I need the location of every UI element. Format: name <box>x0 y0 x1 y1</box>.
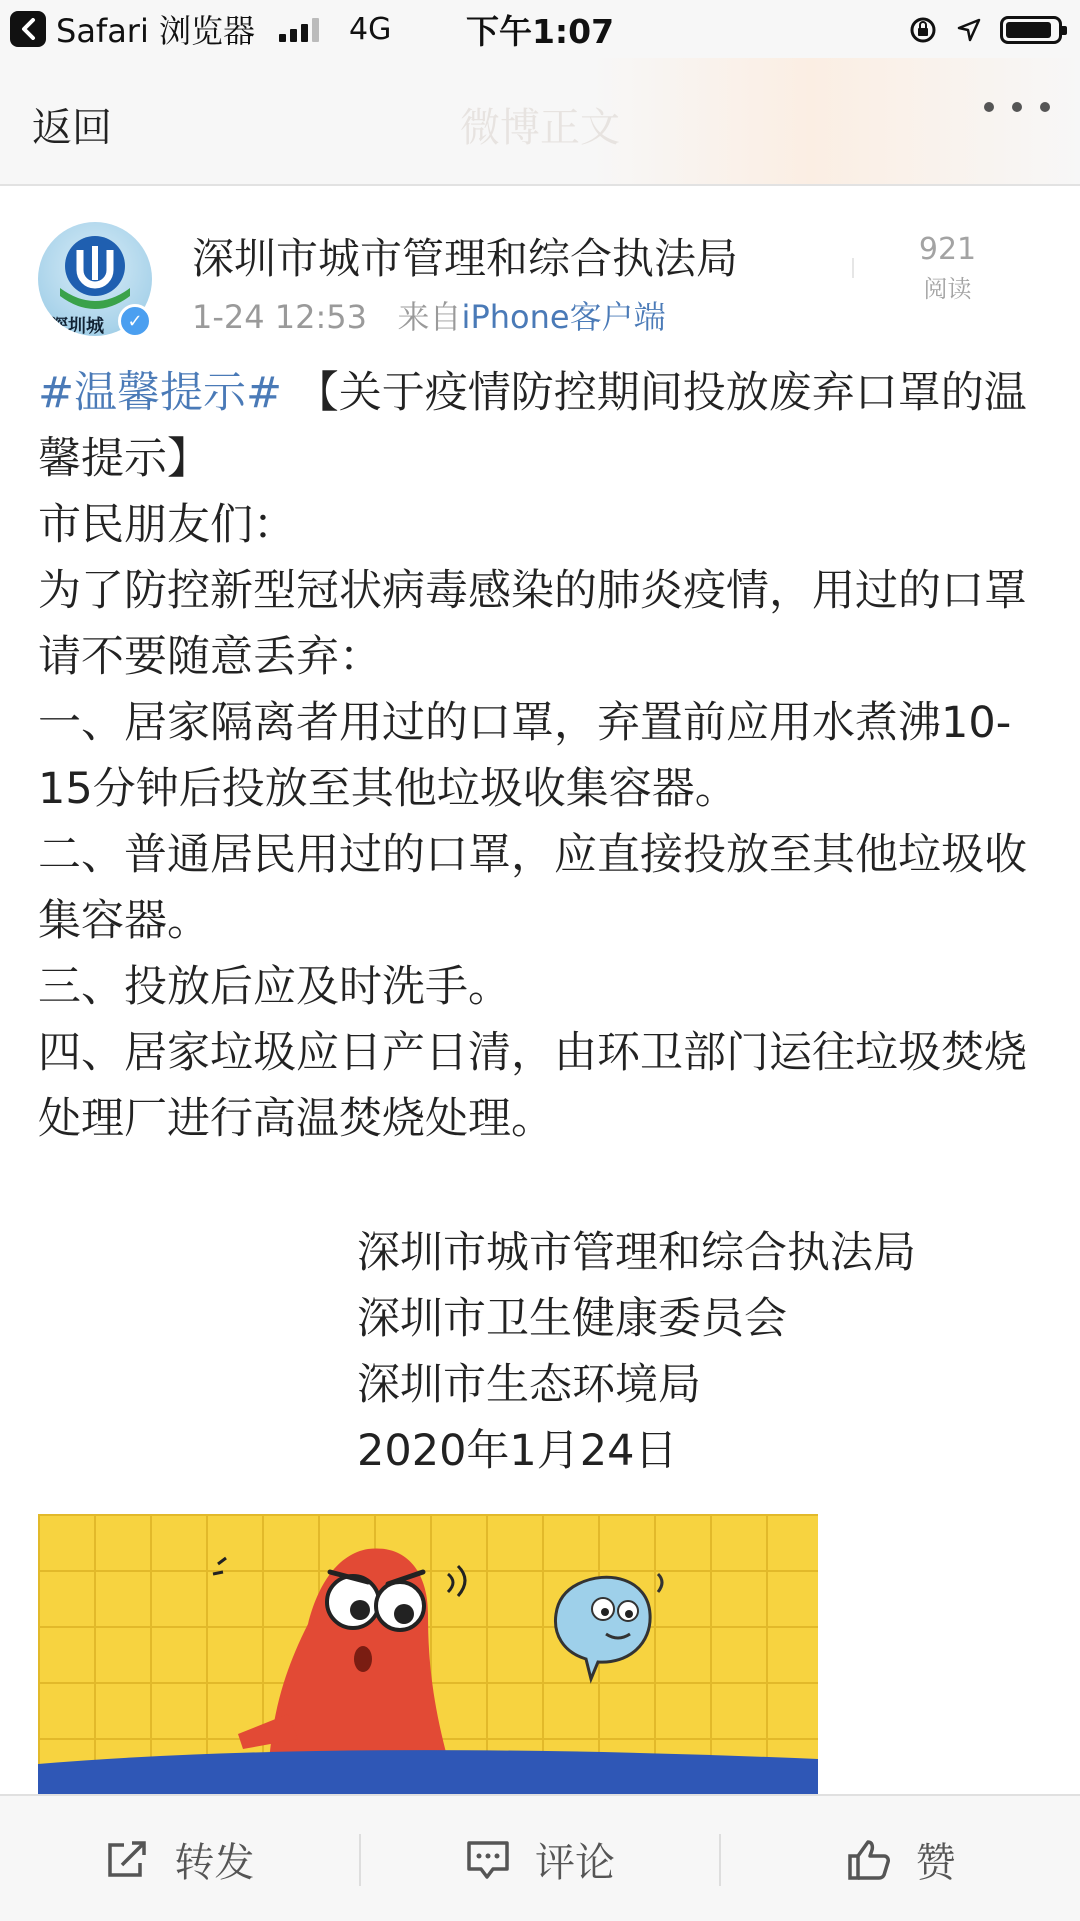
repost-label: 转发 <box>174 1840 255 1886</box>
network-type: 4G <box>349 11 392 47</box>
thumbs-up-icon <box>846 1838 892 1882</box>
share-icon <box>104 1839 150 1881</box>
read-count-number: 921 <box>918 232 977 267</box>
comment-button[interactable] <box>361 1796 720 1921</box>
body-item-3: 三、投放后应及时洗手。 <box>38 962 511 1012</box>
read-count <box>900 232 995 304</box>
body-item-2: 二、普通居民用过的口罩，应直接投放至其他垃圾收集容器。 <box>38 830 1027 946</box>
divider <box>852 258 854 278</box>
post-meta <box>192 292 666 338</box>
signature-block <box>357 1220 916 1484</box>
location-icon <box>956 17 982 43</box>
hashtag-link[interactable]: #温馨提示# <box>38 368 283 418</box>
clock: 下午1:07 <box>465 12 615 51</box>
source-client-link[interactable]: iPhone客户端 <box>461 298 666 336</box>
orientation-lock-icon <box>908 15 938 45</box>
bottom-toolbar <box>0 1794 1080 1921</box>
repost-button[interactable] <box>0 1796 359 1921</box>
comment-label: 评论 <box>535 1840 615 1886</box>
signature-line: 深圳市生态环境局 <box>357 1360 701 1410</box>
post-image[interactable] <box>38 1514 818 1794</box>
like-button[interactable] <box>721 1796 1080 1921</box>
signature-date: 2020年1月24日 <box>357 1426 678 1476</box>
read-count-label: 阅读 <box>923 275 972 303</box>
back-button[interactable]: 返回 <box>32 105 112 151</box>
signature-line: 深圳市城市管理和综合执法局 <box>357 1228 916 1278</box>
back-app-label[interactable]: Safari 浏览器 <box>56 12 256 50</box>
verified-badge-icon: ✓ <box>118 304 152 338</box>
status-bar <box>0 0 1080 58</box>
cartoon-illustration <box>38 1514 818 1794</box>
body-paragraph: 为了防控新型冠状病毒感染的肺炎疫情，用过的口罩请不要随意丢弃： <box>38 566 1027 682</box>
post-title-line <box>38 360 1048 492</box>
greeting: 市民朋友们： <box>38 500 296 550</box>
status-right <box>908 10 1062 50</box>
post-body <box>38 360 1048 1152</box>
battery-icon <box>1000 16 1062 44</box>
post-title: 【关于疫情防控期间投放废弃口罩的温馨提示】 <box>38 368 1027 484</box>
post-time: 1-24 12:53 <box>192 298 368 336</box>
author-name[interactable]: 深圳市城市管理和综合执法局 <box>192 234 739 283</box>
comment-icon <box>465 1839 511 1881</box>
body-item-1: 一、居家隔离者用过的口罩，弃置前应用水煮沸10-15分钟后投放至其他垃圾收集容器。 <box>38 698 1012 814</box>
body-item-4: 四、居家垃圾应日产日清，由环卫部门运往垃圾焚烧处理厂进行高温焚烧处理。 <box>38 1028 1027 1144</box>
like-label: 赞 <box>915 1840 956 1886</box>
source-prefix: 来自 <box>397 298 462 336</box>
avatar-label: 深圳城 <box>50 316 104 336</box>
page-title: 微博正文 <box>460 105 620 151</box>
signature-line: 深圳市卫生健康委员会 <box>357 1294 787 1344</box>
more-options-icon[interactable] <box>984 102 1050 112</box>
navigation-bar <box>0 58 1080 186</box>
